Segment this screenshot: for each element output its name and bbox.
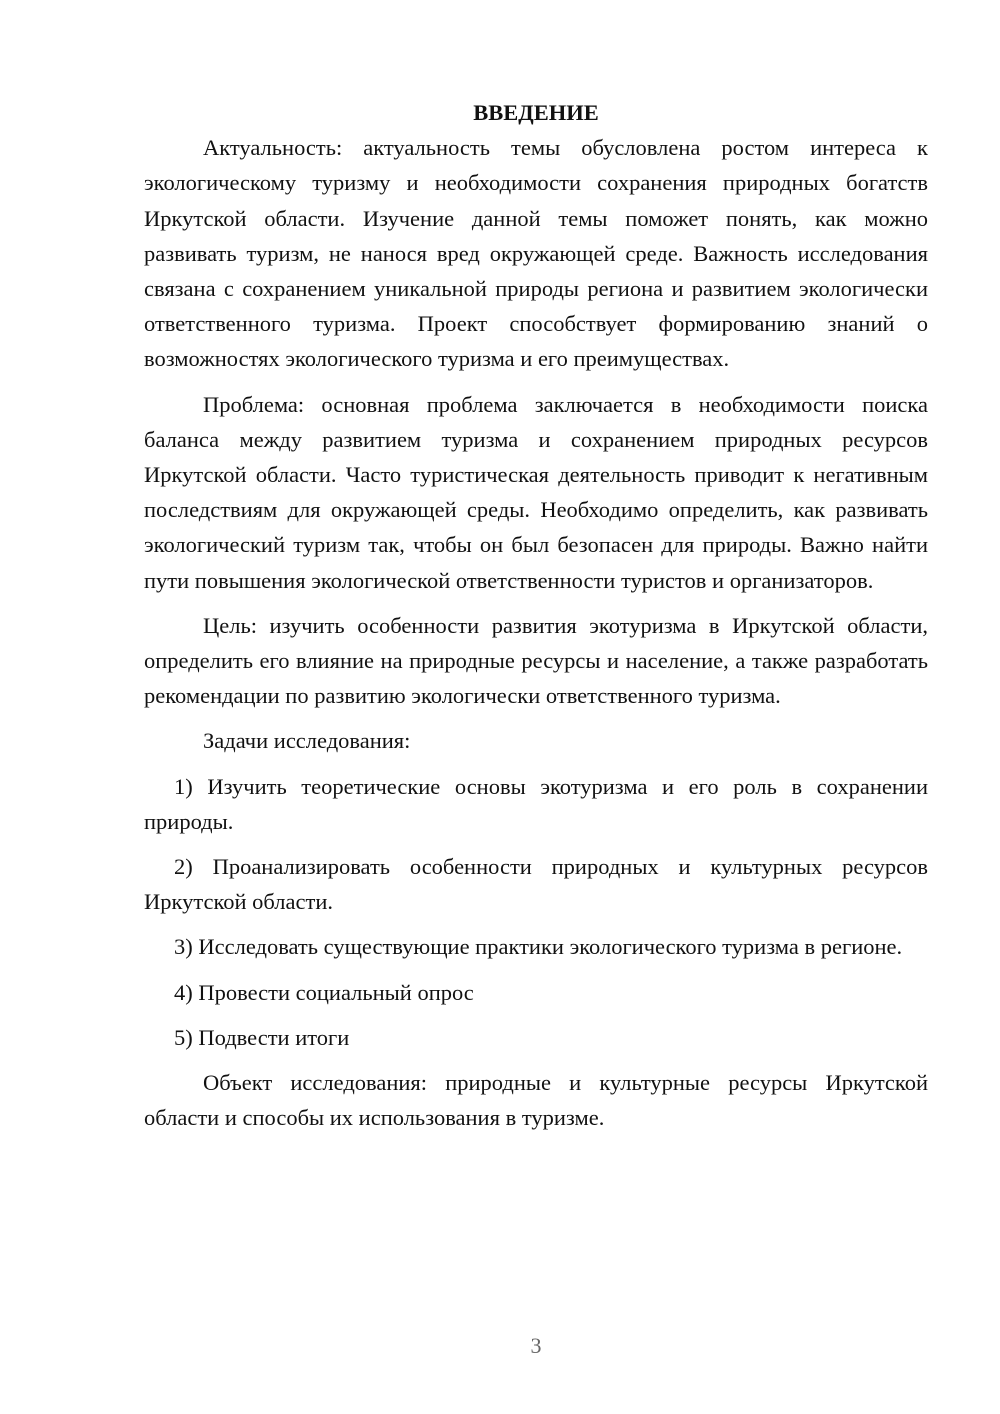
paragraph-relevance: Актуальность: актуальность темы обусловлена ростом интереса к экологическому туризму и необходимости сохранения природных богатств Иркутской области. Изучение данной темы поможет понять, как можно развивать туризм, не нанося вред окружающей среде. Важность исследования связана с сохранением уникальной природы региона и развитием экологически ответственного туризма. Проект способствует формированию знаний о возможностях экологического туризма и его преимуществах. [144, 135, 928, 372]
page-content [144, 95, 928, 1145]
paragraph-object: Объект исследования: природные и культурные ресурсы Иркутской области и способы их использования в туризме. [144, 1070, 928, 1131]
page-title: ВВЕДЕНИЕ [473, 100, 599, 125]
task-item: 2) Проанализировать особенности природных и культурных ресурсов Иркутской области. [144, 854, 928, 915]
task-item: 1) Изучить теоретические основы экотуризма и его роль в сохранении природы. [144, 773, 928, 834]
task-item: 4) Провести социальный опрос [174, 979, 474, 1005]
task-item: 3) Исследовать существующие практики экологического туризма в регионе. [174, 934, 903, 960]
tasks-heading: Задачи исследования: [203, 728, 411, 754]
paragraph-problem: Проблема: основная проблема заключается в необходимости поиска баланса между развитием туризма и сохранением природных ресурсов Иркутской области. Часто туристическая деятельность приводит к негативным последствиям для окружающей среды. Необходимо определить, как развивать экологический туризм так, чтобы он был безопасен для природы. Важно найти пути повышения экологической ответственности туристов и организаторов. [144, 391, 928, 593]
paragraph-goal: Цель: изучить особенности развития экотуризма в Иркутской области, определить его влияние на природные ресурсы и население, а также разработать рекомендации по развитию экологически ответственного туризма. [144, 612, 928, 709]
page-number: 3 [530, 1333, 542, 1358]
task-item: 5) Подвести итоги [174, 1024, 350, 1050]
